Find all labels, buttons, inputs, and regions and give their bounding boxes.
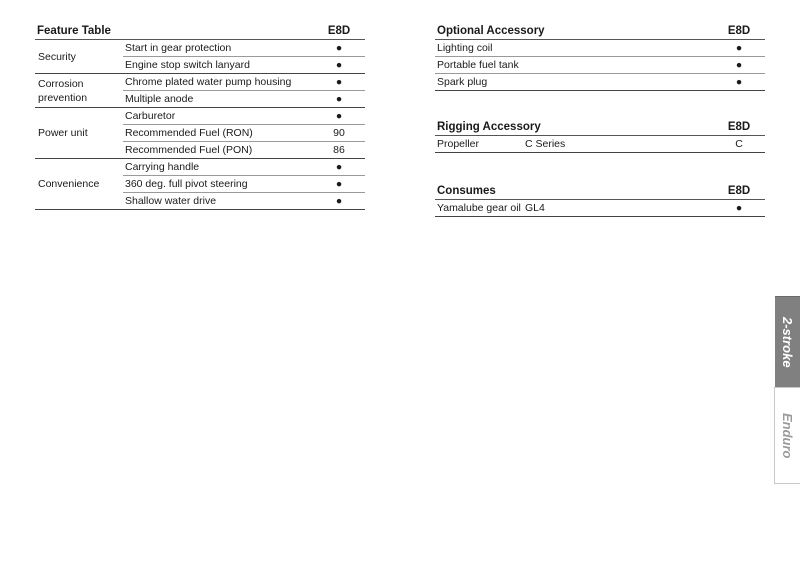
table-row bbox=[435, 57, 765, 74]
feature-name: Carrying handle bbox=[123, 159, 313, 176]
feature-name: Recommended Fuel (RON) bbox=[123, 125, 313, 142]
consumes-model: E8D bbox=[713, 182, 765, 200]
consume-item-spec: GL4 bbox=[523, 200, 713, 217]
table-row bbox=[35, 40, 365, 57]
feature-value: ● bbox=[313, 193, 365, 210]
table-row bbox=[35, 108, 365, 125]
feature-name: Start in gear protection bbox=[123, 40, 313, 57]
rigging-accessory-table bbox=[435, 118, 765, 153]
feature-name: 360 deg. full pivot steering bbox=[123, 176, 313, 193]
feature-value: ● bbox=[313, 91, 365, 108]
optional-accessory-model: E8D bbox=[713, 22, 765, 40]
feature-value: ● bbox=[313, 159, 365, 176]
table-row bbox=[35, 159, 365, 176]
rigging-accessory-title: Rigging Accessory bbox=[435, 118, 713, 136]
tab-2-stroke-label: 2-stroke bbox=[780, 316, 795, 368]
feature-name: Multiple anode bbox=[123, 91, 313, 108]
consumes-table bbox=[435, 182, 765, 217]
feature-value: ● bbox=[313, 74, 365, 91]
feature-value: 86 bbox=[313, 142, 365, 159]
feature-name: Recommended Fuel (PON) bbox=[123, 142, 313, 159]
feature-name: Engine stop switch lanyard bbox=[123, 57, 313, 74]
tab-2-stroke[interactable] bbox=[775, 296, 800, 388]
consume-item-name: Yamalube gear oil bbox=[435, 200, 523, 217]
feature-table-title: Feature Table bbox=[35, 22, 313, 40]
table-row bbox=[435, 136, 765, 153]
accessory-value: ● bbox=[713, 74, 765, 91]
category-convenience: Convenience bbox=[35, 159, 123, 210]
table-row bbox=[435, 40, 765, 57]
feature-value: ● bbox=[313, 176, 365, 193]
accessory-value: ● bbox=[713, 40, 765, 57]
accessory-name: Portable fuel tank bbox=[435, 57, 713, 74]
table-row bbox=[435, 200, 765, 217]
category-security: Security bbox=[35, 40, 123, 74]
optional-accessory-title: Optional Accessory bbox=[435, 22, 713, 40]
feature-name: Shallow water drive bbox=[123, 193, 313, 210]
rigging-item-value: C bbox=[713, 136, 765, 153]
tab-enduro[interactable] bbox=[774, 387, 800, 484]
category-corrosion-prevention: Corrosion prevention bbox=[35, 74, 123, 108]
feature-table-model: E8D bbox=[313, 22, 365, 40]
table-row bbox=[35, 74, 365, 91]
feature-table bbox=[35, 22, 365, 210]
tab-enduro-label: Enduro bbox=[780, 412, 795, 459]
accessory-name: Lighting coil bbox=[435, 40, 713, 57]
rigging-accessory-model: E8D bbox=[713, 118, 765, 136]
feature-value: ● bbox=[313, 40, 365, 57]
feature-value: ● bbox=[313, 57, 365, 74]
consume-item-value: ● bbox=[713, 200, 765, 217]
table-row bbox=[435, 74, 765, 91]
accessory-value: ● bbox=[713, 57, 765, 74]
rigging-item-spec: C Series bbox=[523, 136, 713, 153]
category-power-unit: Power unit bbox=[35, 108, 123, 159]
feature-value: ● bbox=[313, 108, 365, 125]
optional-accessory-table bbox=[435, 22, 765, 91]
consumes-title: Consumes bbox=[435, 182, 713, 200]
accessory-name: Spark plug bbox=[435, 74, 713, 91]
feature-name: Carburetor bbox=[123, 108, 313, 125]
rigging-item-name: Propeller bbox=[435, 136, 523, 153]
feature-value: 90 bbox=[313, 125, 365, 142]
feature-name: Chrome plated water pump housing bbox=[123, 74, 313, 91]
